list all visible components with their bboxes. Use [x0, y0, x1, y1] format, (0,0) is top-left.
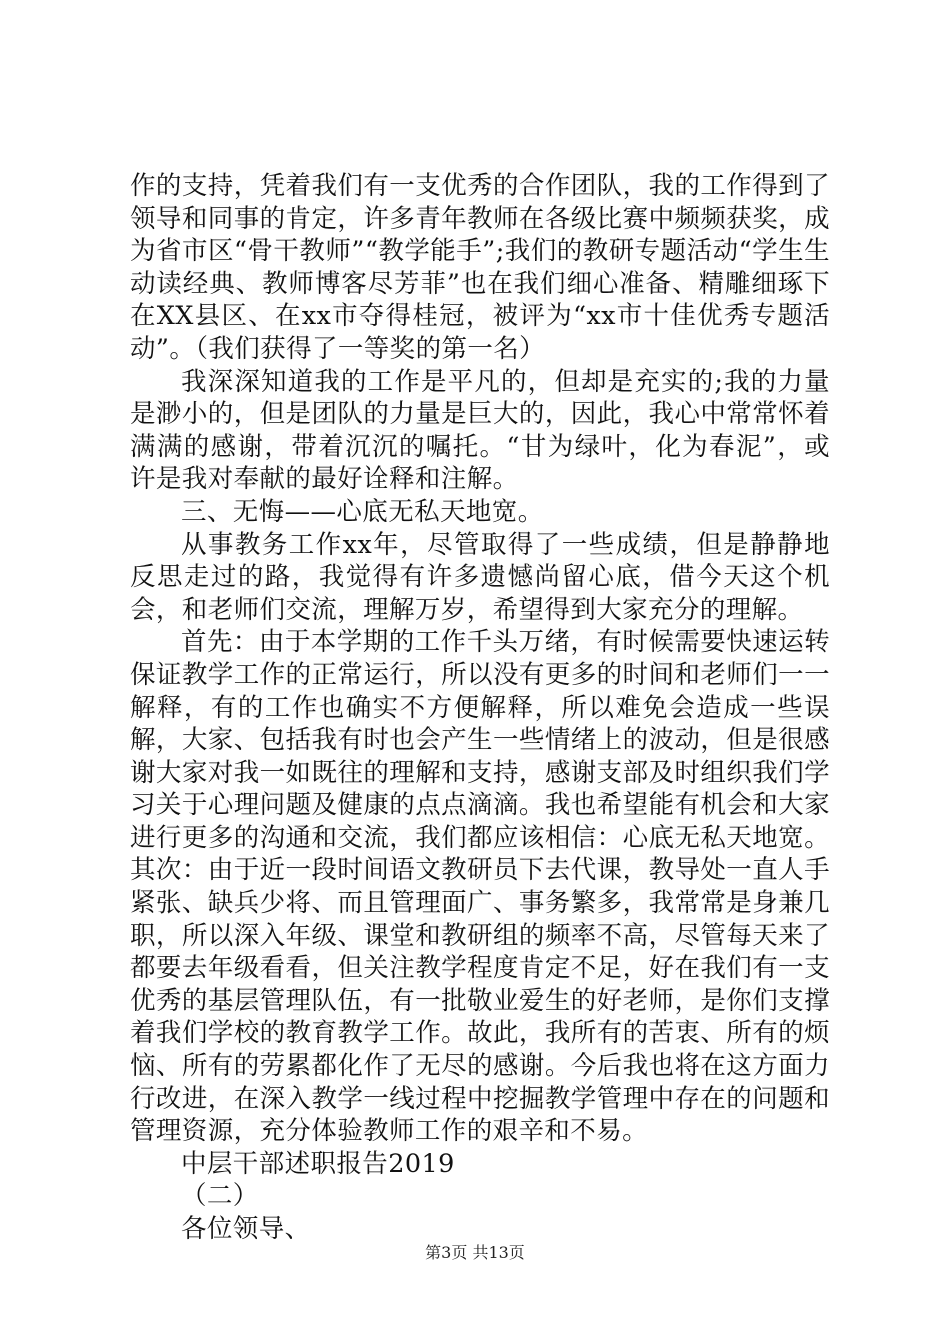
page-footer: [0, 1243, 950, 1263]
paragraph: 首先：由于本学期的工作千头万绪，有时候需要快速运转保证教学工作的正常运行，所以没有更多的时间和老师们一一解释，有的工作也确实不方便解释，所以难免会造成一些误解，大家、包括我有时也会产生一些情绪上的波动，但是很感谢大家对我一如既往的理解和支持，感谢支部及时组织我们学习关于心理问题及健康的点点滴滴。我也希望能有机会和大家进行更多的沟通和交流，我们都应该相信：心底无私天地宽。其次：由于近一段时间语文教研员下去代课，教导处一直人手紧张、缺兵少将、而且管理面广、事务繁多，我常常是身兼几职，所以深入年级、课堂和教研组的频率不高，尽管每天来了都要去年级看看，但关注教学程度肯定不足，好在我们有一支优秀的基层管理队伍，有一批敬业爱生的好老师，是你们支撑着我们学校的教育教学工作。故此，我所有的苦衷、所有的烦恼、所有的劳累都化作了无尽的感谢。今后我也将在这方面力行改进，在深入教学一线过程中挖掘教学管理中存在的问题和管理资源，充分体验教师工作的艰辛和不易。: [130, 627, 830, 1147]
report-subtitle: （二）: [181, 1181, 259, 1212]
paragraph: 我深深知道我的工作是平凡的，但却是充实的;我的力量是渺小的，但是团队的力量是巨大的，因此，我心中常常怀着满满的感谢，带着沉沉的嘱托。“甘为绿叶，化为春泥”，或许是我对奉献的最好诠释和注解。: [130, 366, 830, 495]
section-heading: 三、无悔——心底无私天地宽。: [181, 496, 544, 527]
salutation: 各位领导、: [181, 1214, 311, 1244]
paragraph: 作的支持，凭着我们有一支优秀的合作团队，我的工作得到了领导和同事的肯定，许多青年教师在各级比赛中频频获奖，成为省市区“骨干教师”“教学能手”;我们的教研专题活动“学生生动读经典、教师博客尽芳菲”也在我们细心准备、精雕细琢下在XX县区、在xx市夺得桂冠，被评为“xx市十佳优秀专题活动”。（我们获得了一等奖的第一名）: [130, 171, 830, 364]
document-body: [130, 170, 830, 1246]
paragraph: 从事教务工作xx年，尽管取得了一些成绩，但是静静地反思走过的路，我觉得有许多遗憾尚留心底，借今天这个机会，和老师们交流，理解万岁，希望得到大家充分的理解。: [130, 529, 830, 625]
page-number: 第3页 共13页: [425, 1243, 525, 1262]
report-title: 中层干部述职报告2019: [181, 1148, 455, 1179]
